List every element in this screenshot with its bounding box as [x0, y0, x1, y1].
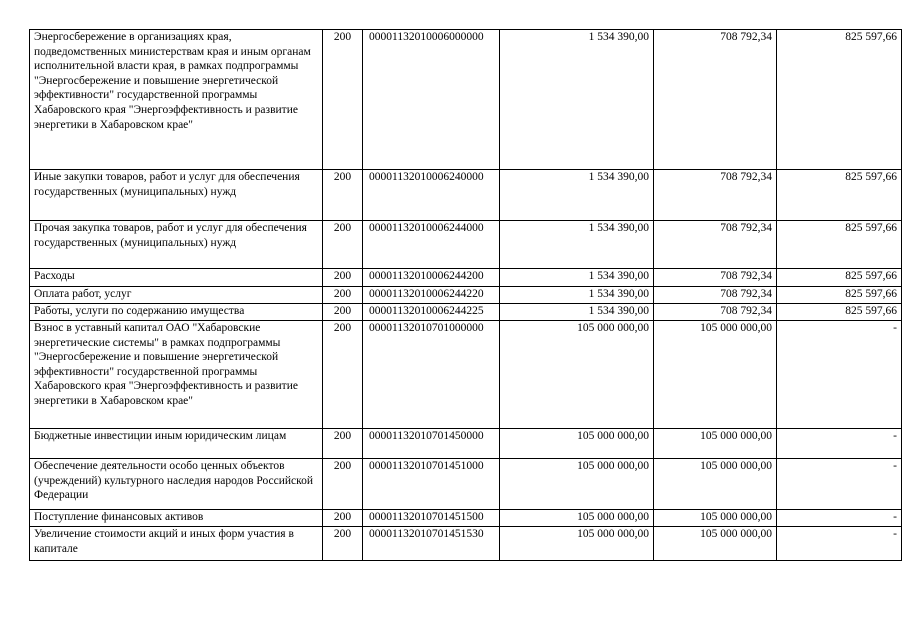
executed-amount: 105 000 000,00	[654, 321, 777, 429]
line-code: 200	[323, 269, 363, 287]
table-row	[30, 429, 902, 459]
line-code: 200	[323, 221, 363, 269]
approved-amount: 1 534 390,00	[500, 221, 654, 269]
executed-amount: 105 000 000,00	[654, 429, 777, 459]
budget-classification-code: 00001132010006244220	[363, 287, 500, 304]
executed-amount: 105 000 000,00	[654, 510, 777, 527]
remaining-amount: -	[777, 527, 902, 561]
approved-amount: 105 000 000,00	[500, 510, 654, 527]
table-row	[30, 287, 902, 304]
executed-amount: 708 792,34	[654, 170, 777, 221]
approved-amount: 105 000 000,00	[500, 459, 654, 510]
row-name: Поступление финансовых активов	[30, 510, 323, 527]
table-row	[30, 304, 902, 321]
table-row	[30, 30, 902, 170]
budget-classification-code: 00001132010701000000	[363, 321, 500, 429]
document-page	[29, 29, 902, 561]
table-row	[30, 527, 902, 561]
table-row	[30, 269, 902, 287]
executed-amount: 708 792,34	[654, 287, 777, 304]
approved-amount: 1 534 390,00	[500, 269, 654, 287]
line-code: 200	[323, 459, 363, 510]
remaining-amount: 825 597,66	[777, 170, 902, 221]
remaining-amount: -	[777, 429, 902, 459]
executed-amount: 708 792,34	[654, 304, 777, 321]
row-name: Расходы	[30, 269, 323, 287]
remaining-amount: 825 597,66	[777, 30, 902, 170]
row-name: Увеличение стоимости акций и иных форм участия в капитале	[30, 527, 323, 561]
line-code: 200	[323, 287, 363, 304]
budget-classification-code: 00001132010006244200	[363, 269, 500, 287]
row-name: Оплата работ, услуг	[30, 287, 323, 304]
budget-classification-code: 00001132010701451000	[363, 459, 500, 510]
remaining-amount: -	[777, 459, 902, 510]
budget-execution-table	[29, 29, 902, 561]
line-code: 200	[323, 527, 363, 561]
budget-classification-code: 00001132010701451500	[363, 510, 500, 527]
row-name: Иные закупки товаров, работ и услуг для обеспечения государственных (муниципальных) нужд	[30, 170, 323, 221]
budget-classification-code: 00001132010701450000	[363, 429, 500, 459]
row-name: Прочая закупка товаров, работ и услуг для обеспечения государственных (муниципальных) нужд	[30, 221, 323, 269]
budget-classification-code: 00001132010006000000	[363, 30, 500, 170]
remaining-amount: 825 597,66	[777, 304, 902, 321]
approved-amount: 1 534 390,00	[500, 304, 654, 321]
line-code: 200	[323, 304, 363, 321]
approved-amount: 105 000 000,00	[500, 429, 654, 459]
budget-classification-code: 00001132010006240000	[363, 170, 500, 221]
remaining-amount: -	[777, 510, 902, 527]
remaining-amount: 825 597,66	[777, 269, 902, 287]
executed-amount: 105 000 000,00	[654, 459, 777, 510]
line-code: 200	[323, 429, 363, 459]
approved-amount: 1 534 390,00	[500, 170, 654, 221]
executed-amount: 708 792,34	[654, 30, 777, 170]
line-code: 200	[323, 30, 363, 170]
row-name: Бюджетные инвестиции иным юридическим лицам	[30, 429, 323, 459]
budget-classification-code: 00001132010006244225	[363, 304, 500, 321]
table-row	[30, 510, 902, 527]
approved-amount: 105 000 000,00	[500, 321, 654, 429]
budget-classification-code: 00001132010006244000	[363, 221, 500, 269]
budget-classification-code: 00001132010701451530	[363, 527, 500, 561]
approved-amount: 1 534 390,00	[500, 287, 654, 304]
executed-amount: 708 792,34	[654, 221, 777, 269]
row-name: Обеспечение деятельности особо ценных объектов (учреждений) культурного наследия народов Российской Федерации	[30, 459, 323, 510]
approved-amount: 105 000 000,00	[500, 527, 654, 561]
line-code: 200	[323, 321, 363, 429]
executed-amount: 105 000 000,00	[654, 527, 777, 561]
table-row	[30, 170, 902, 221]
table-row	[30, 459, 902, 510]
approved-amount: 1 534 390,00	[500, 30, 654, 170]
remaining-amount: 825 597,66	[777, 287, 902, 304]
table-row	[30, 221, 902, 269]
line-code: 200	[323, 170, 363, 221]
row-name: Взнос в уставный капитал ОАО "Хабаровские энергетические системы" в рамках подпрограммы "Энергосбережение и повышение энергетической эффективности" государственной программы Хабаровского края "Энергоэффективность и развитие энергетики в Хабаровском крае"	[30, 321, 323, 429]
executed-amount: 708 792,34	[654, 269, 777, 287]
row-name: Энергосбережение в организациях края, подведомственных министерствам края и иным органам исполнительной власти края, в рамках подпрограммы "Энергосбережение и повышение энергетической эффективности" государственной программы Хабаровского края "Энергоэффективность и развитие энергетики в Хабаровском крае"	[30, 30, 323, 170]
row-name: Работы, услуги по содержанию имущества	[30, 304, 323, 321]
line-code: 200	[323, 510, 363, 527]
remaining-amount: -	[777, 321, 902, 429]
remaining-amount: 825 597,66	[777, 221, 902, 269]
table-row	[30, 321, 902, 429]
